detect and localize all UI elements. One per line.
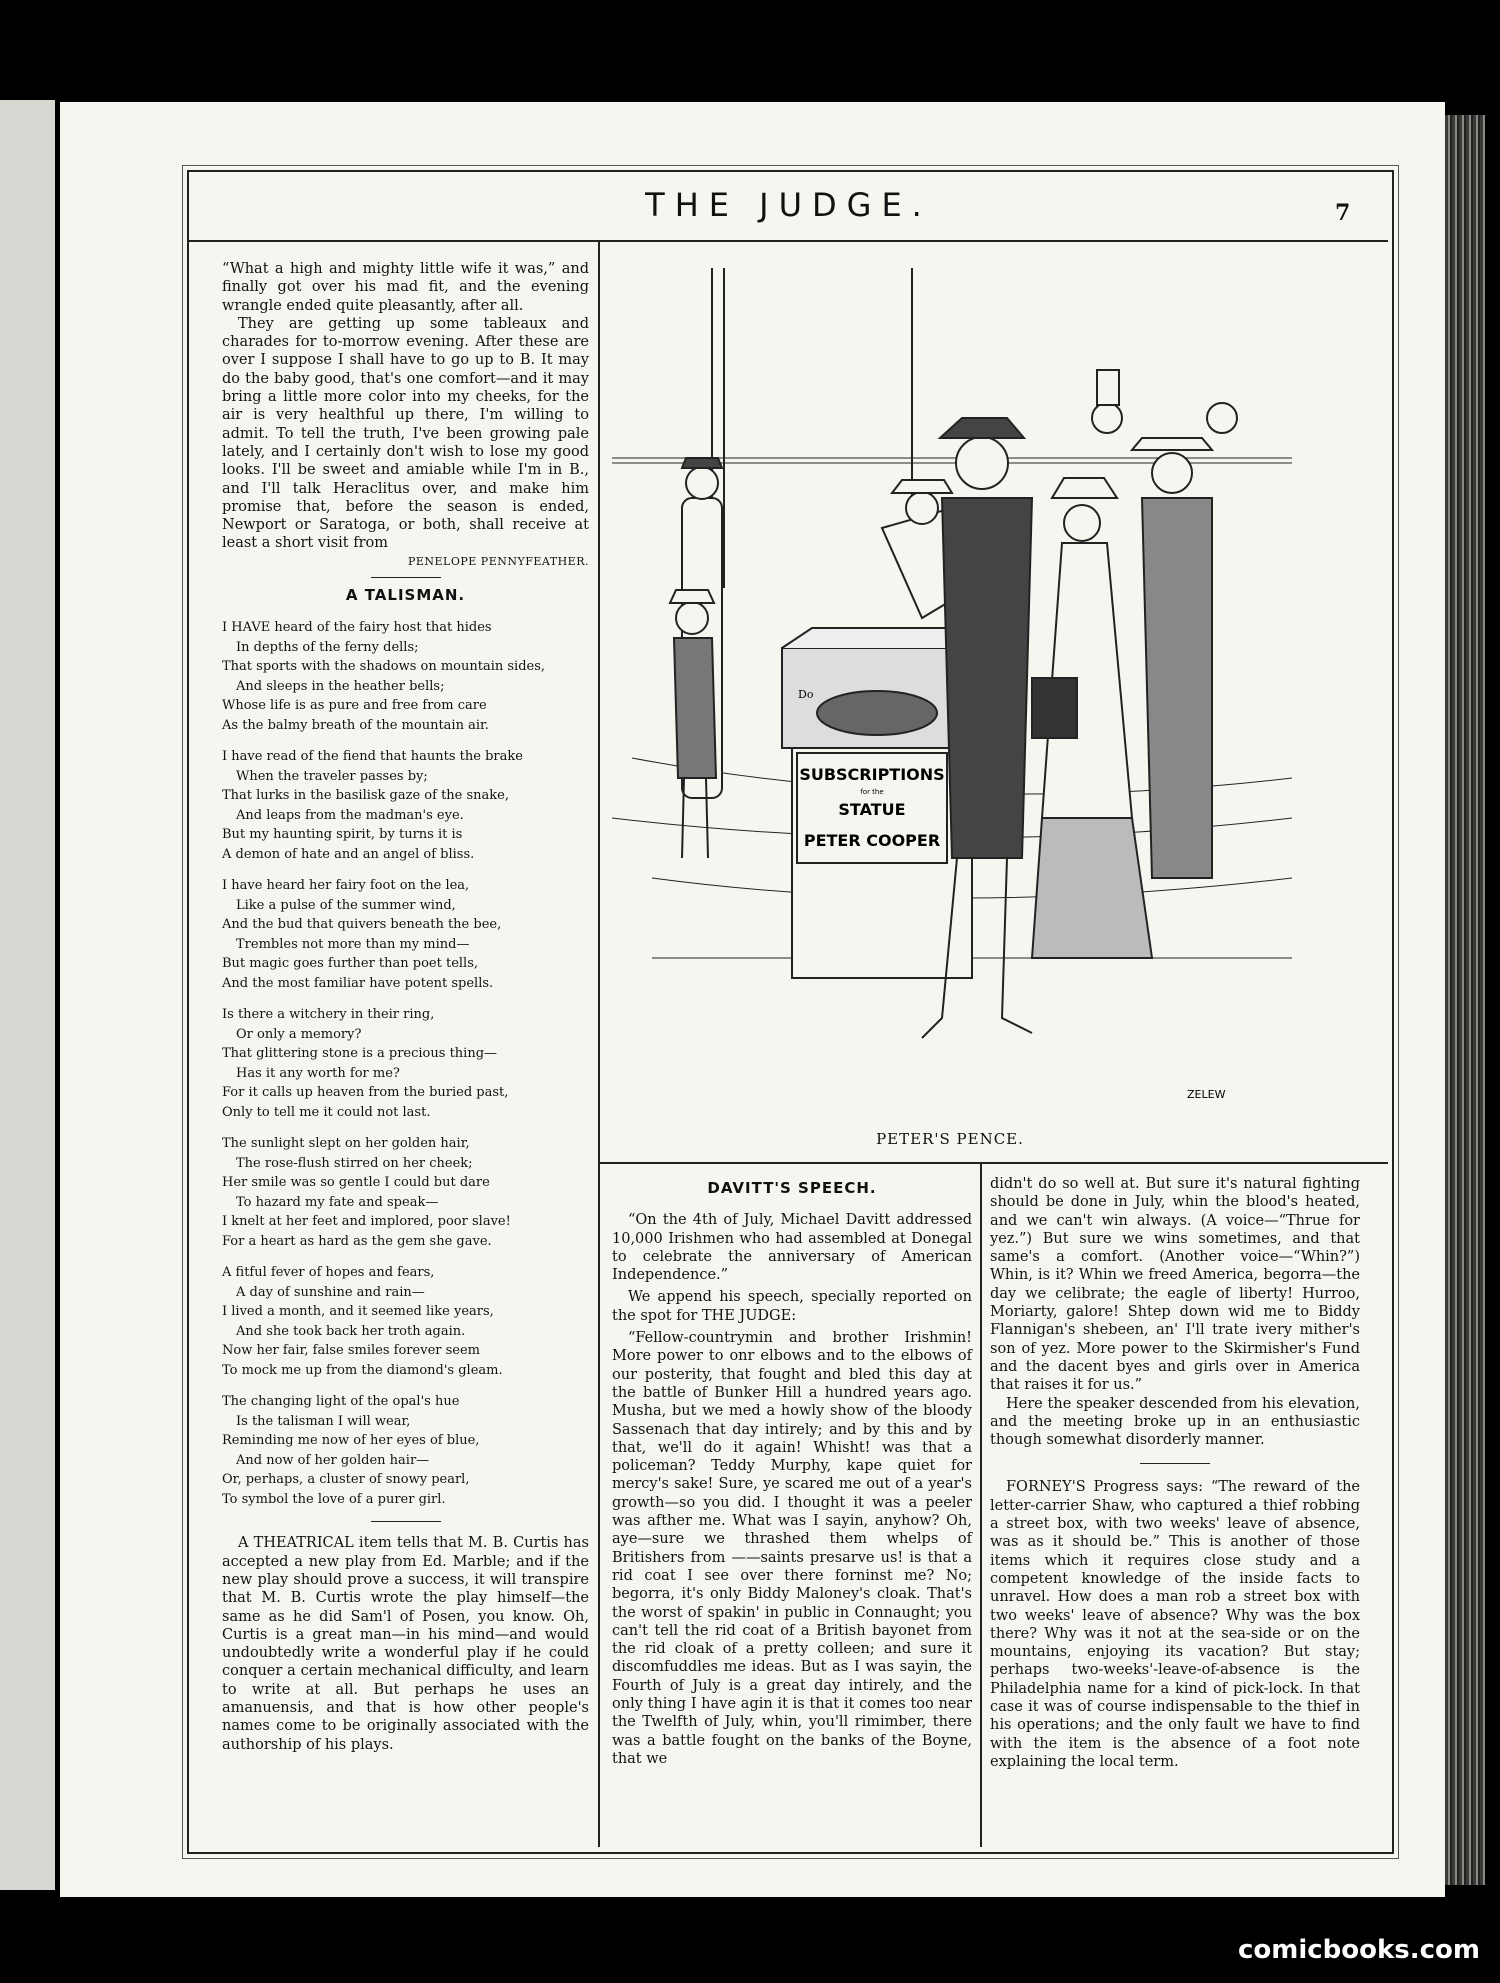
poem-line: Reminding me now of her eyes of blue, bbox=[222, 1433, 480, 1449]
poem-line: And now of her golden hair— bbox=[236, 1452, 430, 1468]
poem-line: Or only a memory? bbox=[236, 1026, 362, 1042]
poem-line: The changing light of the opal's hue bbox=[222, 1394, 460, 1410]
illustration-caption: PETER'S PENCE. bbox=[876, 1130, 1024, 1148]
poem bbox=[222, 618, 589, 1509]
sign-line-statue: STATUE bbox=[838, 800, 906, 819]
poem-line: For a heart as hard as the gem she gave. bbox=[222, 1233, 492, 1249]
poem-stanza bbox=[222, 618, 589, 735]
poem-line: To hazard my fate and speak— bbox=[236, 1194, 439, 1210]
poem-title: A TALISMAN. bbox=[345, 586, 466, 605]
page-number: 7 bbox=[1335, 200, 1351, 226]
poem-line: Has it any worth for me? bbox=[236, 1065, 400, 1081]
poem-line: Her smile was so gentle I could but dare bbox=[222, 1175, 490, 1191]
poem-line: The rose-flush stirred on her cheek; bbox=[236, 1155, 473, 1171]
poem-stanza bbox=[222, 747, 589, 864]
poem-line: But my haunting spirit, by turns it is bbox=[222, 827, 463, 843]
separator-rule bbox=[1140, 1463, 1210, 1464]
poem-line: And the bud that quivers beneath the bee, bbox=[222, 917, 502, 933]
subscription-sign bbox=[797, 753, 947, 863]
sign-line-subscriptions: SUBSCRIPTIONS bbox=[799, 765, 945, 784]
intro-paragraph: They are getting up some tableaux and charades for to-morrow evening. After these are over I suppose I shall have to go up to B. It may do the baby good, that's one comfort—and it may bring a little more color into my cheeks, for the air is very healthful up there, I'm willing to admit. To tell the truth, I've been growing pale lately, and I certainly don't wish to lose my good looks. I'll be sweet and amiable while I'm in B., and I'll talk Heraclitus over, and make him promise that, before the season is ended, Newport or Saratoga, or both, shall receive at least a short visit from bbox=[222, 315, 589, 552]
watermark: comicbooks.com bbox=[1237, 1935, 1480, 1965]
poem-line: Now her fair, false smiles forever seem bbox=[222, 1343, 480, 1359]
column-1 bbox=[222, 260, 589, 1754]
poem-line: Or, perhaps, a cluster of snowy pearl, bbox=[222, 1472, 470, 1488]
poem-line: And sleeps in the heather bells; bbox=[236, 678, 445, 694]
poem-line: I have read of the fiend that haunts the brake bbox=[222, 749, 523, 765]
poem-line: A fitful fever of hopes and fears, bbox=[222, 1265, 435, 1281]
poem-line: Only to tell me it could not last. bbox=[222, 1104, 431, 1120]
poem-line: That lurks in the basilisk gaze of the snake, bbox=[222, 788, 509, 804]
poem-line: I have heard her fairy foot on the lea, bbox=[222, 878, 470, 894]
poem-line: A demon of hate and an angel of bliss. bbox=[222, 846, 475, 862]
theatrical-paragraph: A THEATRICAL item tells that M. B. Curtis has accepted a new play from Ed. Marble; and if the new play should prove a success, it will transpire that M. B. Curtis wrote the play himself—the same as he did Sam'l of Posen, you know. Oh, Curtis is a great man—in his mind—and would undoubtedly write a wonderful play if he could conquer a certain mechanical difficulty, and learn to write at all. But perhaps he uses an amanuensis, and that is how other people's names come to be originally associated with the authorship of his plays. bbox=[222, 1535, 589, 1753]
sign-line-peter-cooper: PETER COOPER bbox=[803, 831, 941, 850]
poem-line: Like a pulse of the summer wind, bbox=[236, 897, 456, 913]
article-paragraph: didn't do so well at. But sure it's natural fighting should be done in July, whin the blood's heated, and we can't win always. (A voice—“Thrue for yez.”) But sure we wins sometimes, and that same's a comfort. (Another voice—“Whin?”) Whin, is it? Whin we freed America, begorra—the day we celibrate; the eagle of liberty! Hurroo, Moriarty, galore! Shtep down wid me to Biddy Flannigan's shebeen, an' I'll trate ivery mither's son of yez. More power to the Skirmisher's Fund and the dacent byes and girls over in America that raises it for us.” bbox=[990, 1176, 1360, 1394]
poem-line: But magic goes further than poet tells, bbox=[222, 956, 479, 972]
poem-line: Is there a witchery in their ring, bbox=[222, 1007, 435, 1023]
masthead-title: THE JUDGE. bbox=[645, 186, 932, 224]
poem-line: For it calls up heaven from the buried past, bbox=[222, 1085, 509, 1101]
poem-line: Whose life is as pure and free from care bbox=[222, 698, 487, 714]
poem-line: And leaps from the madman's eye. bbox=[236, 807, 464, 823]
poem-line: To mock me up from the diamond's gleam. bbox=[222, 1362, 503, 1378]
column-2 bbox=[612, 1175, 972, 1768]
signature: PENELOPE PENNYFEATHER. bbox=[407, 554, 589, 568]
artist-signature: ZELEW bbox=[1187, 1088, 1226, 1101]
poem-stanza bbox=[222, 876, 589, 993]
poem-line: That sports with the shadows on mountain sides, bbox=[222, 659, 546, 675]
poem-line: As the balmy breath of the mountain air. bbox=[222, 717, 489, 733]
article-paragraph: We append his speech, specially reported on the spot for THE JUDGE: bbox=[612, 1289, 972, 1324]
poem-line: I knelt at her feet and implored, poor slave! bbox=[222, 1214, 511, 1230]
poem-line: I HAVE heard of the fairy host that hides bbox=[222, 620, 492, 636]
poem-line: The sunlight slept on her golden hair, bbox=[222, 1136, 470, 1152]
poem-line: And she took back her troth again. bbox=[236, 1323, 466, 1339]
article-paragraph: FORNEY'S Progress says: “The reward of the letter-carrier Shaw, who captured a thief robbing a street box, with two weeks' leave of absence, was as it should be.” This is another of those items which it requires close study and a competent knowledge of the inside facts to unravel. How does a man rob a street box with two weeks' leave of absence? Why was the box there? Why was it not at the sea-side or on the mountains, enjoying its vacation? But stay; perhaps two-weeks'-leave-of-absence is the Philadelphia name for a kind of pick-lock. In that case it was of course indispensable to the thief in his operations; and the only fault we have to find with the item is the absence of a foot note explaining the local term. bbox=[990, 1479, 1360, 1770]
poem-line: In depths of the ferny dells; bbox=[236, 639, 419, 655]
poem-line: That glittering stone is a precious thing— bbox=[222, 1046, 498, 1062]
woman-figure bbox=[1032, 478, 1152, 958]
column-divider-2 bbox=[980, 1164, 982, 1847]
book-spine-edge bbox=[1445, 115, 1485, 1885]
sign-small-text: for the bbox=[860, 788, 884, 796]
poem-line: Is the talisman I will wear, bbox=[236, 1413, 411, 1429]
poem-stanza bbox=[222, 1392, 589, 1509]
illustration-bottom-rule bbox=[600, 1162, 1388, 1164]
poem-line: And the most familiar have potent spells. bbox=[222, 975, 494, 991]
separator-rule bbox=[371, 577, 441, 578]
article-paragraph: Here the speaker descended from his elevation, and the meeting broke up in an enthusiastic though somewhat disorderly manner. bbox=[990, 1395, 1360, 1449]
article-title: DAVITT'S SPEECH. bbox=[707, 1179, 877, 1197]
separator-rule bbox=[371, 1521, 441, 1522]
poem-stanza bbox=[222, 1134, 589, 1251]
poem-stanza bbox=[222, 1263, 589, 1380]
article-paragraph: “Fellow-countrymin and brother Irishmin! More power to onr elbows and to the elbows of our posterity, that fought and bled this day at the battle of Bunker Hill a hundred years ago. Musha, but we med a howly show of the bloody Sassenach that day intirely; and by this and by that, we'll do it again! Whisht! was that a policeman? Teddy Murphy, kape quiet for mercy's sake! Sure, ye scared me out of a year's growth—so you did. I thought it was a peeler was afther me. What was I sayin, anyhow? Oh, aye—sure we thrashed them whelps of Britishers from ——saints presarve us! is that a rid coat I see over there forninst me? No; begorra, it's only Biddy Maloney's cloak. That's the worst of spakin' in public in Connaught; you can't tell the rid coat of a British bayonet from the rid cloak of a pretty colleen; and sure it discomfuddles me ideas. But as I was sayin, the Fourth of July is a great day intirely, and the only thing I have agin it is that it comes too near the Twelfth of July, whin, you'll rimimber, there was a battle fought on the banks of the Boyne, that we bbox=[612, 1330, 972, 1767]
poem-line: To symbol the love of a purer girl. bbox=[222, 1491, 446, 1507]
masthead-rule bbox=[189, 240, 1388, 242]
column-3 bbox=[990, 1175, 1360, 1771]
poem-line: Trembles not more than my mind— bbox=[236, 936, 470, 952]
column-divider-1 bbox=[598, 242, 600, 1847]
peters-pence-illustration bbox=[612, 258, 1292, 1130]
poem-stanza bbox=[222, 1005, 589, 1122]
poem-line: I lived a month, and it seemed like years, bbox=[222, 1304, 494, 1320]
adjacent-page-edge bbox=[0, 100, 55, 1890]
intro-paragraph: “What a high and mighty little wife it was,” and finally got over his mad fit, and the evening wrangle ended quite pleasantly, after all. bbox=[222, 261, 589, 314]
poem-line: When the traveler passes by; bbox=[236, 768, 428, 784]
poem-line: A day of sunshine and rain— bbox=[236, 1284, 425, 1300]
box-label: Do bbox=[798, 688, 814, 701]
article-paragraph: “On the 4th of July, Michael Davitt addressed 10,000 Irishmen who had assembled at Donegal to celebrate the anniversary of American Independence.” bbox=[612, 1212, 972, 1284]
